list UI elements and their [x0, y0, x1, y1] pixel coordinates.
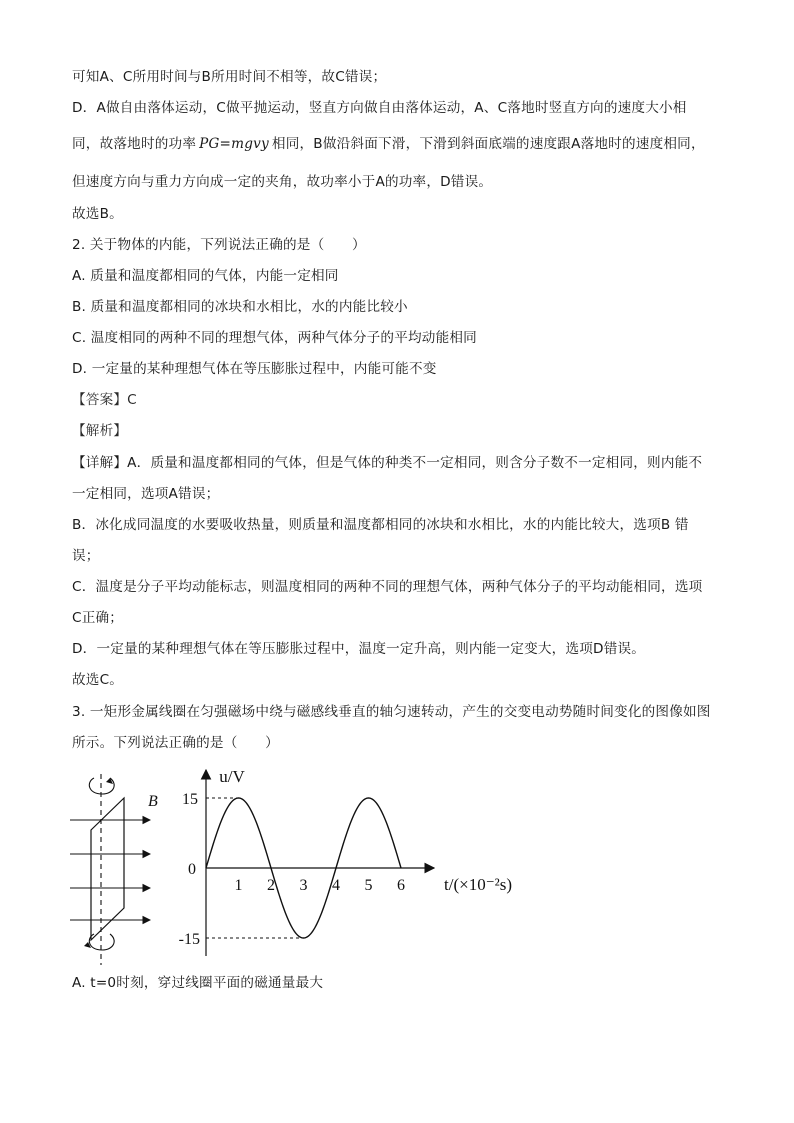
y-tick-label: 15	[182, 791, 198, 808]
question-2-option-d: D. 一定量的某种理想气体在等压膨胀过程中，内能可能不变	[72, 361, 437, 377]
detail-line: D．一定量的某种理想气体在等压膨胀过程中，温度一定升高，则内能一定变大，选项D错误。	[72, 641, 646, 657]
text-line: D．A做自由落体运动，C做平抛运动，竖直方向做自由落体运动，A、C落地时竖直方向的速度大小相	[72, 100, 687, 116]
text-segment: 同，故落地时的功率	[72, 136, 197, 152]
x-tick-label: 6	[397, 877, 405, 894]
origin-label: 0	[188, 861, 196, 878]
text-line: 可知A、C所用时间与B所用时间不相等，故C错误；	[72, 69, 387, 85]
coil-loop	[91, 798, 124, 940]
coil-loop	[88, 772, 128, 940]
x-tick-label: 1	[234, 877, 243, 894]
text-line	[72, 135, 705, 153]
field-label: B	[148, 793, 158, 810]
text-line: 故选B。	[72, 206, 123, 222]
detail-line: C正确；	[72, 610, 124, 626]
question-3-stem: 所示。下列说法正确的是（ ）	[72, 735, 279, 751]
x-tick-label: 4	[332, 877, 340, 894]
y-tick-label: -15	[178, 931, 200, 948]
question-3-option-a: A. t=0时刻，穿过线圈平面的磁通量最大	[72, 975, 324, 991]
x-axis-label: t/(×10⁻²s)	[444, 875, 513, 894]
detail-line: 误；	[72, 548, 100, 564]
detail-line: 一定相同，选项A错误；	[72, 486, 220, 502]
question-2-option-b: B. 质量和温度都相同的冰块和水相比，水的内能比较小	[72, 299, 408, 315]
detail-line: C．温度是分子平均动能标志，则温度相同的两种不同的理想气体，两种气体分子的平均动能相同，选项	[72, 579, 703, 595]
x-tick-label: 2	[267, 877, 275, 894]
x-tick-label: 3	[299, 877, 308, 894]
rotation-arrow-icon	[89, 934, 114, 950]
coil-field-figure	[64, 770, 174, 970]
detail-line: B．冰化成同温度的水要吸收热量，则质量和温度都相同的冰块和水相比，水的内能比较大，选项B 错	[72, 517, 689, 533]
question-2-option-c: C. 温度相同的两种不同的理想气体，两种气体分子的平均动能相同	[72, 330, 477, 346]
detail-line: 【详解】A．质量和温度都相同的气体，但是气体的种类不一定相同，则含分子数不一定相同，则内能不	[72, 455, 703, 471]
graph-labels	[179, 767, 512, 948]
power-formula: PG=mgvy	[199, 136, 269, 152]
detail-line: 故选C。	[72, 672, 124, 688]
analysis-label: 【解析】	[72, 423, 128, 439]
y-axis-label: u/V	[219, 767, 245, 786]
voltage-time-graph	[172, 760, 513, 970]
question-3-stem: 3. 一矩形金属线圈在匀强磁场中绕与磁感线垂直的轴匀速转动，产生的交变电动势随时间变化的图像如图	[72, 704, 711, 720]
text-segment: 相同，B做沿斜面下滑，下滑到斜面底端的速度跟A落地时的速度相同，	[271, 136, 705, 152]
answer-label: 【答案】C	[72, 392, 137, 408]
text-line: 但速度方向与重力方向成一定的夹角，故功率小于A的功率，D错误。	[72, 174, 493, 190]
x-tick-label: 5	[364, 877, 373, 894]
question-2-option-a: A. 质量和温度都相同的气体，内能一定相同	[72, 268, 339, 284]
question-2-stem: 2. 关于物体的内能，下列说法正确的是（ ）	[72, 237, 366, 253]
